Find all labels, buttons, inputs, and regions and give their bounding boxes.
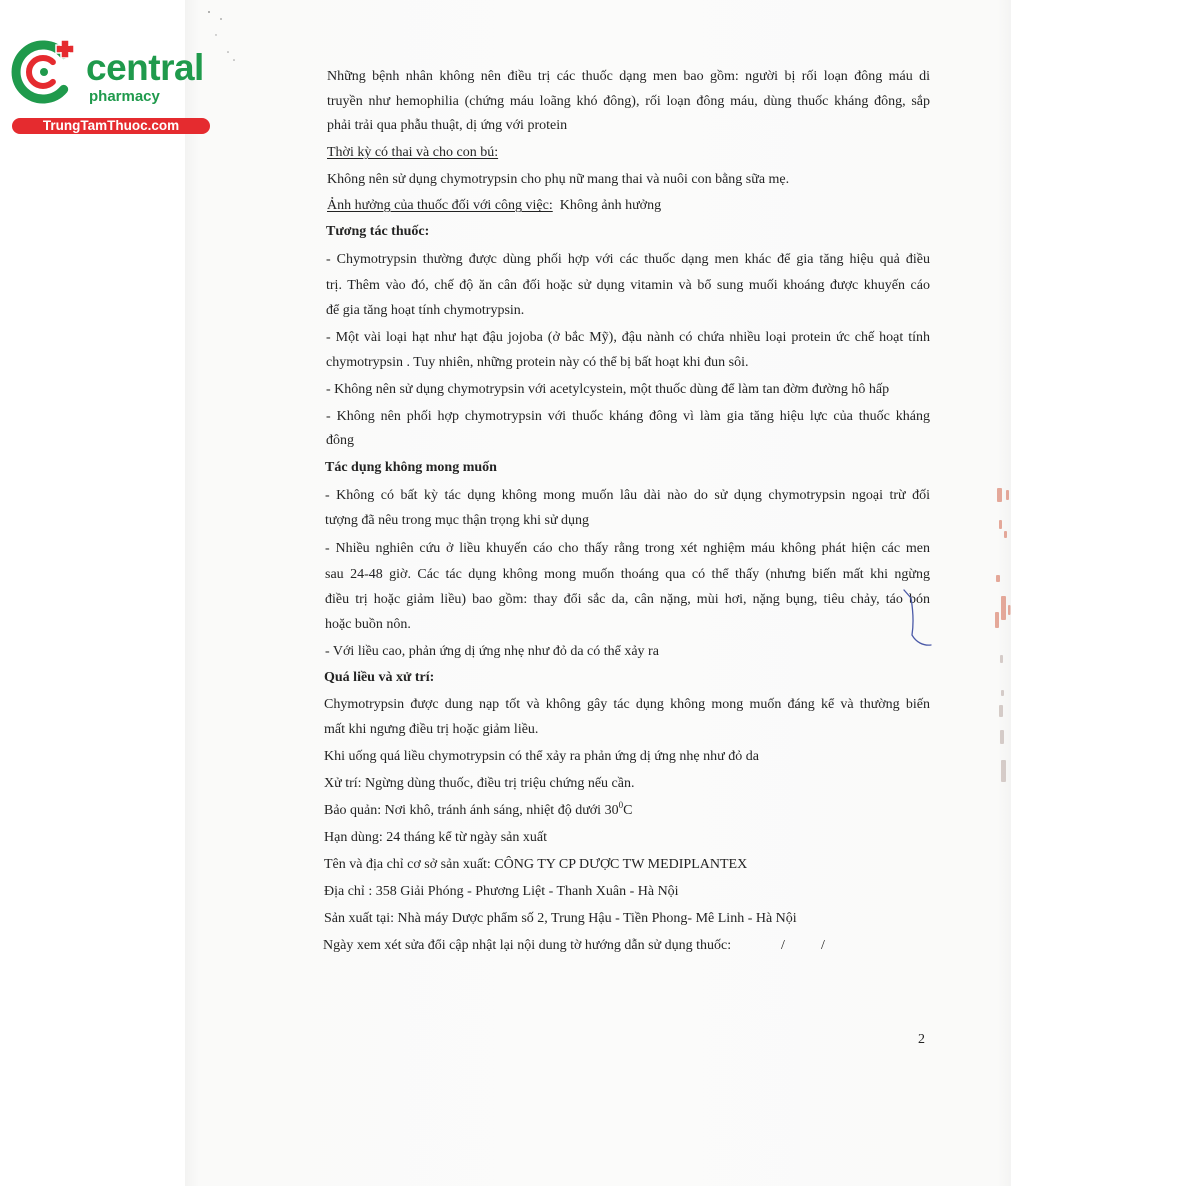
overdose-heading: Quá liều và xử trí: xyxy=(324,670,435,685)
degree-superscript: 0 xyxy=(618,800,624,810)
overdose-line: Chymotrypsin được dung nạp tốt và không gây tác dụng không mong muốn đáng kể và thường biến xyxy=(324,697,930,712)
interactions-line: - Chymotrypsin thường được dùng phối hợp với các thuốc dạng men khác để gia tăng hiệu quả điều xyxy=(326,252,930,267)
address-line: Địa chỉ : 358 Giải Phóng - Phương Liệt - Thanh Xuân - Hà Nội xyxy=(324,884,679,899)
work-effect-line xyxy=(327,197,930,215)
revision-date-separator: / xyxy=(821,938,825,953)
shelf-life-line: Hạn dùng: 24 tháng kể từ ngày sản xuất xyxy=(324,830,547,845)
manufacturer-line: Tên và địa chỉ cơ sở sản xuất: CÔNG TY CP DƯỢC TW MEDIPLANTEX xyxy=(324,857,748,872)
overdose-line: Khi uống quá liều chymotrypsin có thể xảy ra phản ứng dị ứng nhẹ như đỏ da xyxy=(324,749,759,764)
adverse-effects-line: tượng đã nêu trong mục thận trọng khi sử dụng xyxy=(325,513,590,528)
adverse-effects-heading: Tác dụng không mong muốn xyxy=(325,460,497,475)
contraindication-line: Những bệnh nhân không nên điều trị các thuốc dạng men bao gồm: người bị rối loạn đông máu di xyxy=(327,69,930,84)
adverse-effects-line: - Với liều cao, phản ứng dị ứng nhẹ như đỏ da có thể xảy ra xyxy=(325,644,659,659)
interactions-heading: Tương tác thuốc: xyxy=(326,224,430,239)
interactions-line: chymotrypsin . Tuy nhiên, những protein này có thể bị bất hoạt khi đun sôi. xyxy=(326,355,749,370)
pregnancy-heading: Thời kỳ có thai và cho con bú: xyxy=(327,145,499,160)
brand-name: central xyxy=(86,47,204,88)
interactions-line: để gia tăng hoạt tính chymotrypsin. xyxy=(326,303,525,318)
adverse-effects-line: hoặc buồn nôn. xyxy=(325,617,411,632)
adverse-effects-line: - Không có bất kỳ tác dụng không mong muốn lâu dài nào do sử dụng chymotrypsin ngoại trừ đối xyxy=(325,488,930,503)
page-number: 2 xyxy=(918,1032,925,1047)
adverse-effects-line: - Nhiều nghiên cứu ở liều khuyến cáo cho thấy rằng trong xét nghiệm máu không phát hiện các men xyxy=(325,541,930,556)
revision-date-separator: / xyxy=(781,938,785,953)
plant-line: Sản xuất tại: Nhà máy Dược phẩm số 2, Trung Hậu - Tiền Phong- Mê Linh - Hà Nội xyxy=(324,911,797,926)
work-effect-value: Không ảnh hưởng xyxy=(559,198,662,213)
contraindication-line: truyền như hemophilia (chứng máu loãng khó đông), rối loạn đông máu, dùng thuốc kháng đông, sắp xyxy=(327,94,930,109)
contraindication-line: phải trải qua phẫu thuật, dị ứng với protein xyxy=(327,118,568,133)
adverse-effects-line: điều trị hoặc giảm liều) bao gồm: thay đổi sắc da, cân nặng, mùi hơi, nặng bụng, tiêu chảy, táo bón xyxy=(325,592,930,607)
site-badge: TrungTamThuoc.com xyxy=(12,118,210,134)
adverse-effects-line: sau 24-48 giờ. Các tác dụng không mong muốn thoáng qua có thể thấy (nhưng biến mất khi ngừng xyxy=(325,567,930,582)
interactions-line: - Không nên phối hợp chymotrypsin với thuốc kháng đông vì làm gia tăng hiệu lực của thuốc kháng xyxy=(326,409,930,424)
interactions-line: trị. Thêm vào đó, chế độ ăn cân đối hoặc sử dụng vitamin và bổ sung muối khoáng được khuyến cáo xyxy=(326,278,930,293)
overdose-line: Xử trí: Ngừng dùng thuốc, điều trị triệu chứng nếu cần. xyxy=(324,776,635,791)
interactions-line: đông xyxy=(326,433,354,448)
pregnancy-text: Không nên sử dụng chymotrypsin cho phụ nữ mang thai và nuôi con bằng sữa mẹ. xyxy=(327,172,790,187)
brand-subtitle: pharmacy xyxy=(89,88,160,105)
logo xyxy=(0,0,230,140)
revision-date-label: Ngày xem xét sửa đổi cập nhật lại nội dung tờ hướng dẫn sử dụng thuốc: xyxy=(323,938,732,953)
pharmacy-cross-c-icon xyxy=(8,36,80,108)
interactions-line: - Một vài loại hạt như hạt đậu jojoba (ở bắc Mỹ), đậu nành có chứa nhiều loại protein ức chế hoạt tính xyxy=(326,330,930,345)
overdose-line: mất khi ngưng điều trị hoặc giảm liều. xyxy=(324,722,539,737)
interactions-line: - Không nên sử dụng chymotrypsin với acetylcystein, một thuốc dùng để làm tan đờm đường hô hấp xyxy=(326,382,890,397)
work-effect-heading: Ảnh hưởng của thuốc đối với công việc: xyxy=(327,198,553,213)
storage-line: Bảo quản: Nơi khô, tránh ánh sáng, nhiệt độ dưới $30^0C$ xyxy=(324,800,633,818)
